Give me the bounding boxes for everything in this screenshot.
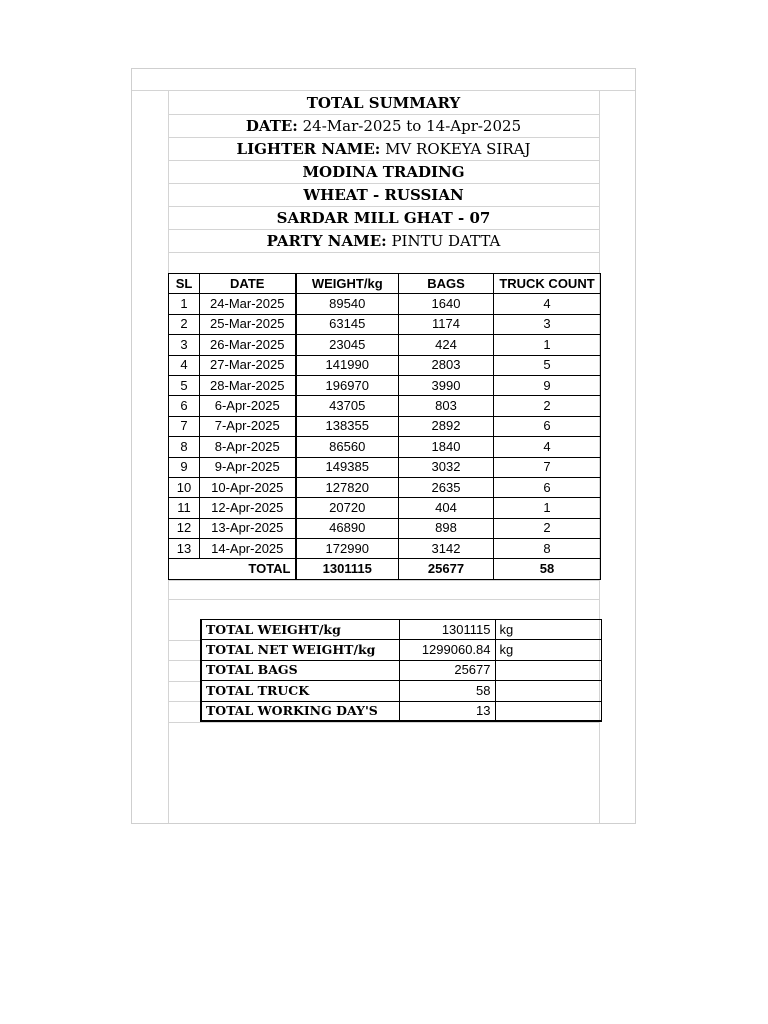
cell-bags: 898 xyxy=(399,518,494,538)
cell-truck-count: 6 xyxy=(494,477,601,497)
cell-date: 26-Mar-2025 xyxy=(200,335,296,355)
cell-truck-count: 1 xyxy=(494,335,601,355)
table-row xyxy=(169,416,601,436)
cell-truck-count: 3 xyxy=(494,314,601,334)
summary-label: TOTAL WORKING DAY'S xyxy=(201,701,399,721)
cell-weight: 43705 xyxy=(296,396,399,416)
cell-sl: 3 xyxy=(169,335,200,355)
company-row xyxy=(168,160,599,183)
cell-date: 12-Apr-2025 xyxy=(200,498,296,518)
table-row xyxy=(169,518,601,538)
summary-value: 1299060.84 xyxy=(399,640,495,660)
summary-row xyxy=(201,640,601,660)
grid-line xyxy=(168,599,599,600)
cell-weight: 196970 xyxy=(296,375,399,395)
cell-sl: 12 xyxy=(169,518,200,538)
column-header-truck-count: TRUCK COUNT xyxy=(494,274,601,294)
table-row xyxy=(169,477,601,497)
summary-unit: kg xyxy=(495,640,601,660)
total-bags: 25677 xyxy=(399,559,494,579)
summary-label: TOTAL WEIGHT/kg xyxy=(201,620,399,640)
summary-label: TOTAL TRUCK xyxy=(201,681,399,701)
cell-date: 27-Mar-2025 xyxy=(200,355,296,375)
lighter-value: MV ROKEYA SIRAJ xyxy=(385,139,531,158)
cell-bags: 2892 xyxy=(399,416,494,436)
table-row xyxy=(169,498,601,518)
table-row xyxy=(169,314,601,334)
summary-label: TOTAL BAGS xyxy=(201,660,399,680)
product-row xyxy=(168,183,599,206)
table-row xyxy=(169,396,601,416)
column-header-sl: SL xyxy=(169,274,200,294)
summary-unit xyxy=(495,660,601,680)
cell-date: 6-Apr-2025 xyxy=(200,396,296,416)
summary-row xyxy=(201,620,601,640)
cell-truck-count: 1 xyxy=(494,498,601,518)
cell-bags: 2803 xyxy=(399,355,494,375)
cell-bags: 1174 xyxy=(399,314,494,334)
cell-weight: 86560 xyxy=(296,437,399,457)
grid-line xyxy=(168,640,200,641)
cell-date: 10-Apr-2025 xyxy=(200,477,296,497)
cell-weight: 127820 xyxy=(296,477,399,497)
date-range-value: 24-Mar-2025 to 14-Apr-2025 xyxy=(302,116,522,135)
cell-truck-count: 9 xyxy=(494,375,601,395)
grid-line xyxy=(168,701,200,702)
cell-weight: 149385 xyxy=(296,457,399,477)
cell-sl: 2 xyxy=(169,314,200,334)
table-header-row xyxy=(169,274,601,294)
cell-weight: 141990 xyxy=(296,355,399,375)
summary-unit: kg xyxy=(495,620,601,640)
cell-sl: 11 xyxy=(169,498,200,518)
cell-truck-count: 5 xyxy=(494,355,601,375)
summary-value: 25677 xyxy=(399,660,495,680)
grid-line xyxy=(168,580,599,581)
grid-line xyxy=(168,681,200,682)
total-label: TOTAL xyxy=(169,559,296,579)
lighter-label: LIGHTER NAME: xyxy=(236,139,381,158)
summary-unit xyxy=(495,681,601,701)
column-header-bags: BAGS xyxy=(399,274,494,294)
table-row xyxy=(169,437,601,457)
company-name: MODINA TRADING xyxy=(302,162,465,181)
cell-truck-count: 4 xyxy=(494,294,601,314)
table-row xyxy=(169,539,601,559)
cell-date: 8-Apr-2025 xyxy=(200,437,296,457)
grid-line xyxy=(168,660,200,661)
summary-row xyxy=(201,660,601,680)
summary-value: 13 xyxy=(399,701,495,721)
table-row xyxy=(169,355,601,375)
cell-truck-count: 2 xyxy=(494,518,601,538)
cell-bags: 404 xyxy=(399,498,494,518)
cell-bags: 3142 xyxy=(399,539,494,559)
cell-sl: 9 xyxy=(169,457,200,477)
date-range-row xyxy=(168,114,599,137)
summary-row xyxy=(201,701,601,721)
cell-sl: 7 xyxy=(169,416,200,436)
total-weight: 1301115 xyxy=(296,559,399,579)
table-row xyxy=(169,375,601,395)
cell-date: 24-Mar-2025 xyxy=(200,294,296,314)
ghat-row xyxy=(168,206,599,229)
cell-bags: 424 xyxy=(399,335,494,355)
cell-bags: 1640 xyxy=(399,294,494,314)
cell-date: 7-Apr-2025 xyxy=(200,416,296,436)
cell-sl: 1 xyxy=(169,294,200,314)
summary-unit xyxy=(495,701,601,721)
cell-sl: 10 xyxy=(169,477,200,497)
ghat-name: SARDAR MILL GHAT - 07 xyxy=(276,208,491,227)
cell-sl: 8 xyxy=(169,437,200,457)
cell-truck-count: 6 xyxy=(494,416,601,436)
date-label: DATE: xyxy=(245,116,298,135)
total-trucks: 58 xyxy=(494,559,601,579)
cell-sl: 4 xyxy=(169,355,200,375)
party-value: PINTU DATTA xyxy=(391,231,501,250)
daily-delivery-table xyxy=(168,273,601,580)
cell-truck-count: 8 xyxy=(494,539,601,559)
spreadsheet-page xyxy=(131,68,636,824)
cell-weight: 46890 xyxy=(296,518,399,538)
cell-date: 9-Apr-2025 xyxy=(200,457,296,477)
cell-sl: 6 xyxy=(169,396,200,416)
cell-bags: 1840 xyxy=(399,437,494,457)
cell-date: 14-Apr-2025 xyxy=(200,539,296,559)
cell-weight: 23045 xyxy=(296,335,399,355)
cell-bags: 3990 xyxy=(399,375,494,395)
cell-sl: 13 xyxy=(169,539,200,559)
party-label: PARTY NAME: xyxy=(266,231,387,250)
summary-row xyxy=(201,681,601,701)
cell-weight: 63145 xyxy=(296,314,399,334)
product-name: WHEAT - RUSSIAN xyxy=(303,185,464,204)
cell-date: 28-Mar-2025 xyxy=(200,375,296,395)
column-header-weight: WEIGHT/kg xyxy=(296,274,399,294)
cell-bags: 803 xyxy=(399,396,494,416)
summary-title-text: TOTAL SUMMARY xyxy=(306,93,461,112)
summary-title xyxy=(168,91,599,114)
cell-truck-count: 4 xyxy=(494,437,601,457)
column-header-date: DATE xyxy=(200,274,296,294)
table-row xyxy=(169,457,601,477)
cell-sl: 5 xyxy=(169,375,200,395)
summary-label: TOTAL NET WEIGHT/kg xyxy=(201,640,399,660)
table-row xyxy=(169,335,601,355)
cell-date: 13-Apr-2025 xyxy=(200,518,296,538)
totals-summary-table xyxy=(200,619,602,722)
cell-weight: 138355 xyxy=(296,416,399,436)
table-row xyxy=(169,294,601,314)
party-name-row xyxy=(168,229,599,252)
summary-value: 58 xyxy=(399,681,495,701)
cell-weight: 20720 xyxy=(296,498,399,518)
cell-weight: 89540 xyxy=(296,294,399,314)
cell-bags: 3032 xyxy=(399,457,494,477)
total-row xyxy=(169,559,601,579)
grid-line xyxy=(168,252,599,253)
summary-value: 1301115 xyxy=(399,620,495,640)
cell-weight: 172990 xyxy=(296,539,399,559)
cell-date: 25-Mar-2025 xyxy=(200,314,296,334)
cell-bags: 2635 xyxy=(399,477,494,497)
lighter-name-row xyxy=(168,137,599,160)
cell-truck-count: 2 xyxy=(494,396,601,416)
cell-truck-count: 7 xyxy=(494,457,601,477)
